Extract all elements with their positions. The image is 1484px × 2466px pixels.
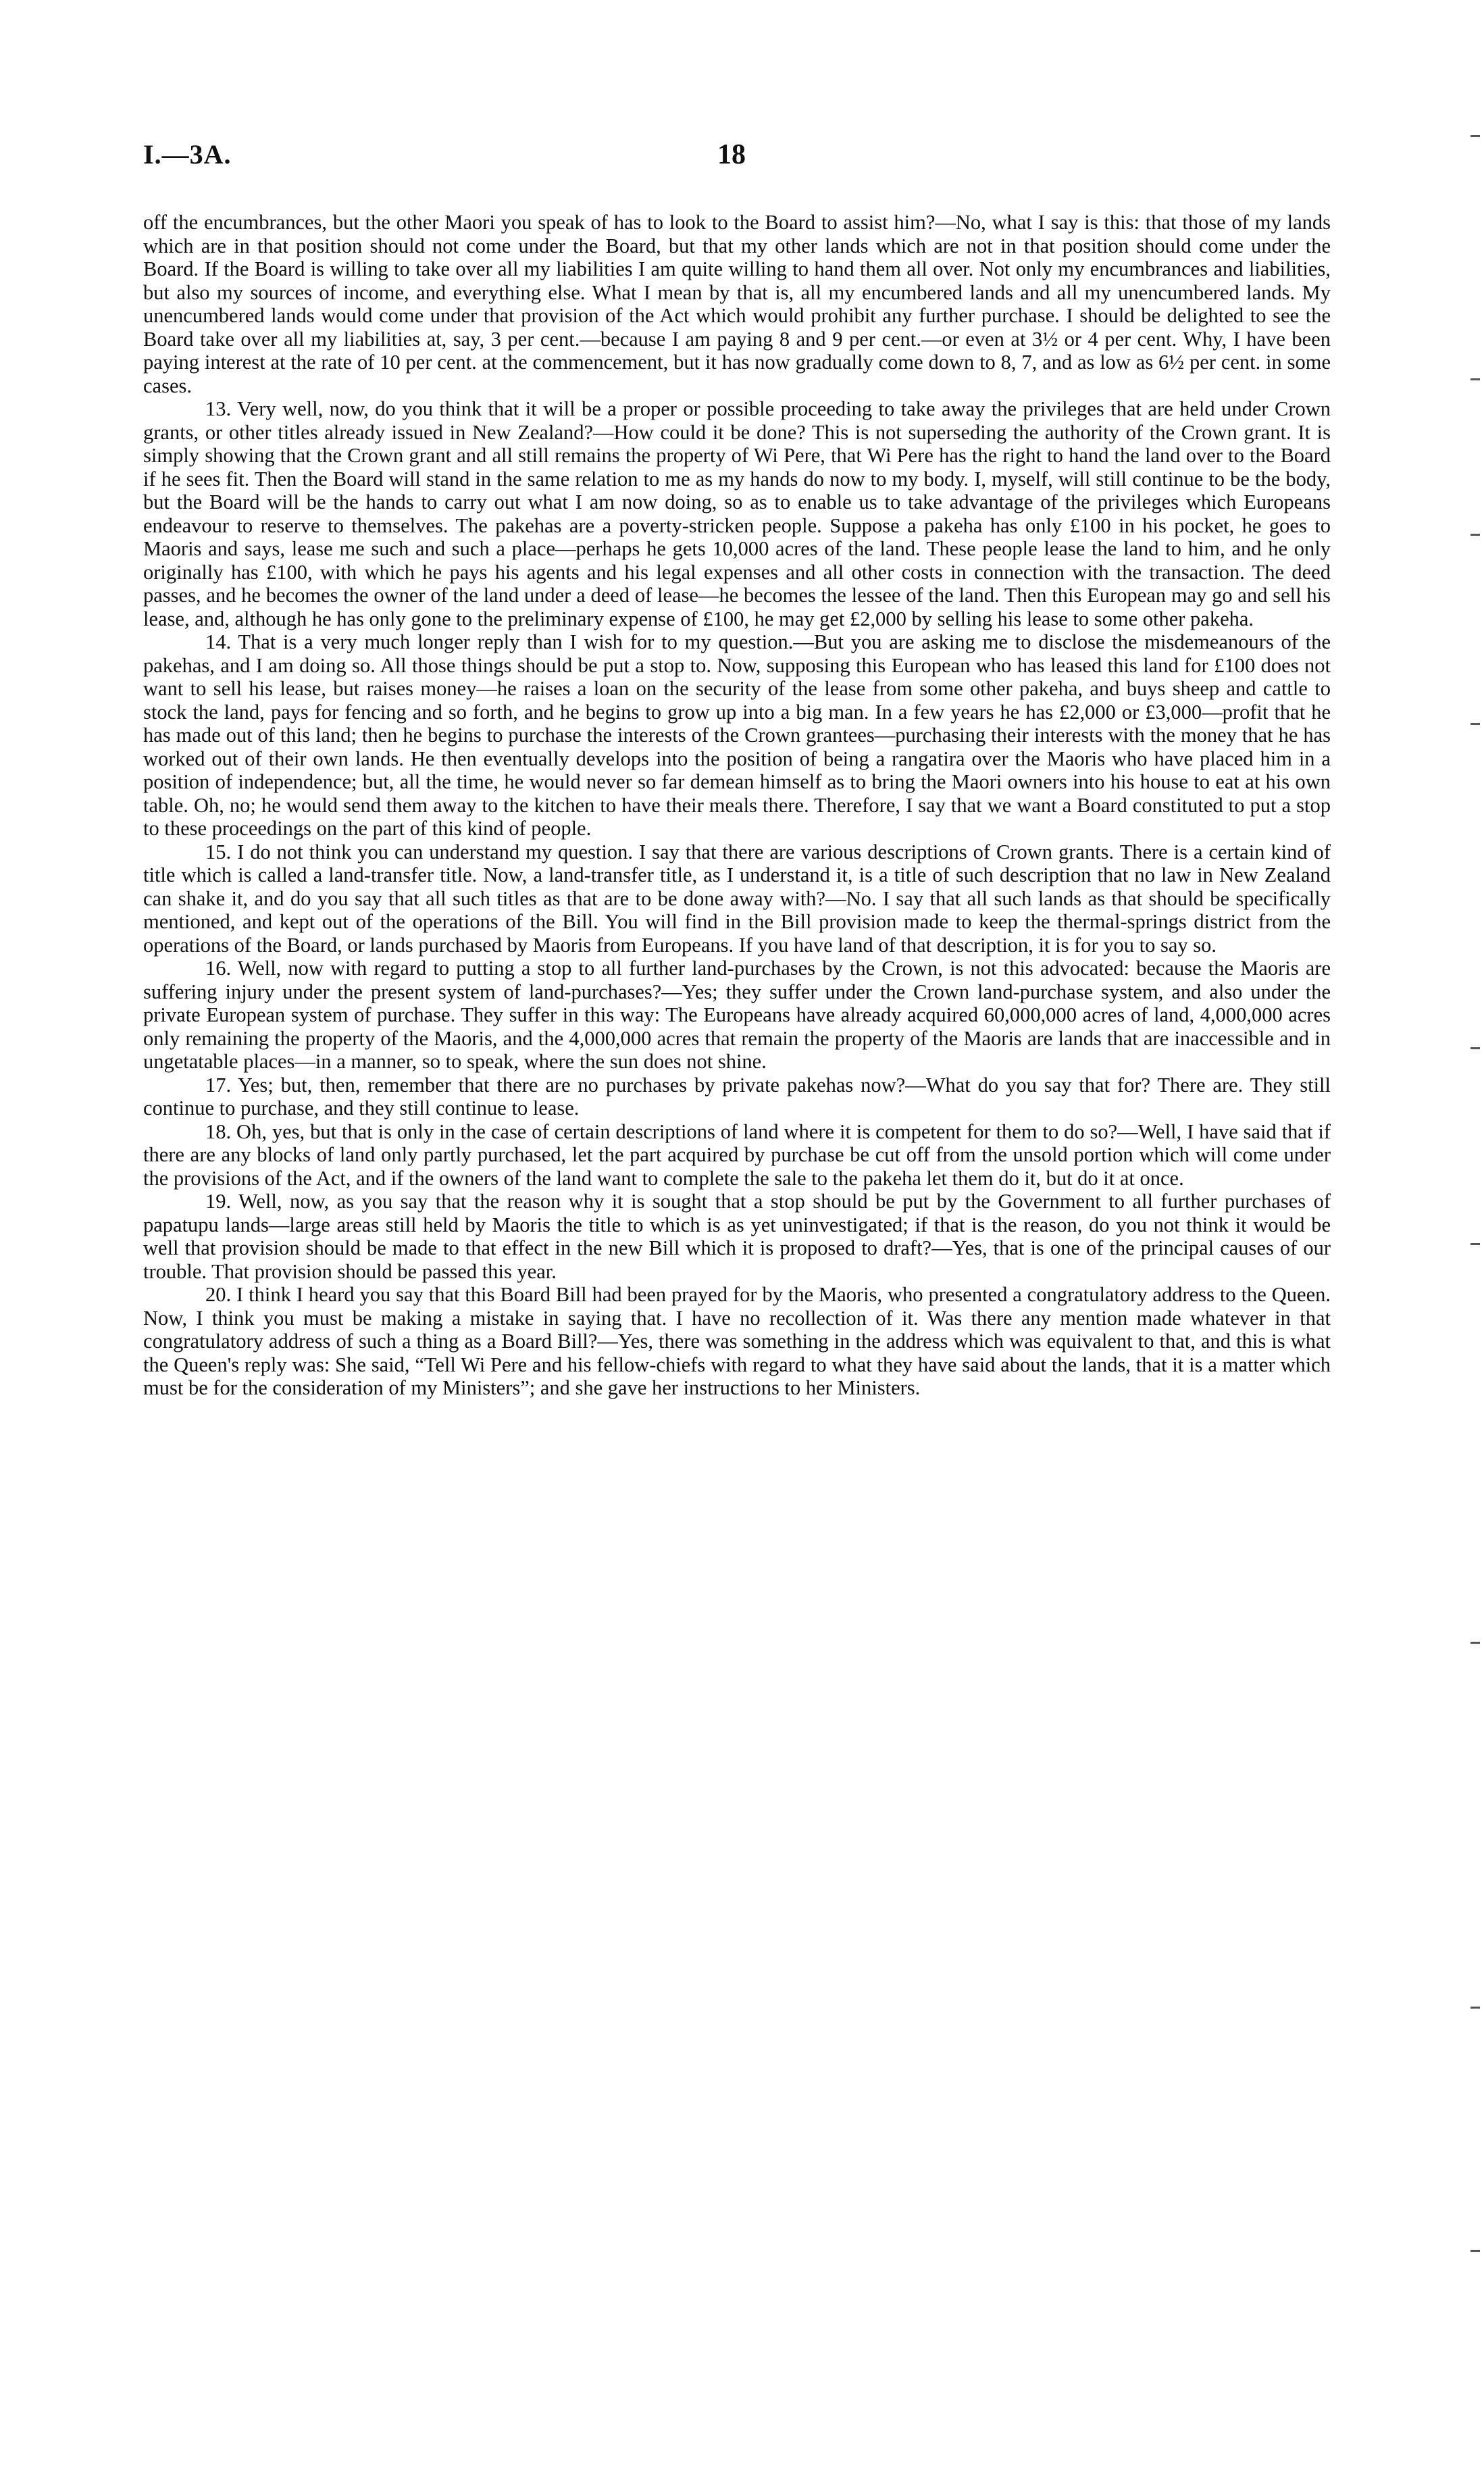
page-header xyxy=(143,139,1331,179)
page-number: 18 xyxy=(717,139,746,170)
paragraph-q15: 15. I do not think you can understand my question. I say that there are various descriptions of Crown grants. There is a certain kind of title which is called a land-transfer title. Now, a land-transfer title, as I understand it, is a title of such description that no law in New Zealand can shake it, and do you say that all such titles as that are to be done away with?—No. I say that all such lands as that should be specifically mentioned, and kept out of the operations of the Bill. You will find in the Bill provision made to keep the thermal-springs district from the operations of the Board, or lands purchased by Maoris from Europeans. If you have land of that description, it is for you to say so. xyxy=(143,840,1331,957)
paragraph-continuation: off the encumbrances, but the other Maori you speak of has to look to the Board to assist him?—No, what I say is this: that those of my lands which are in that position should not come under the Board, but that my other lands which are not in that position should come under the Board. If the Board is willing to take over all my liabilities I am quite willing to hand them all over. Not only my encumbrances and liabilities, but also my sources of income, and everything else. What I mean by that is, all my encumbered lands and all my unencumbered lands. My unencumbered lands would come under that provision of the Act which would prohibit any further purchase. I should be delighted to see the Board take over all my liabilities at, say, 3 per cent.—because I am paying 8 and 9 per cent.—or even at 3½ or 4 per cent. Why, I have been paying interest at the rate of 10 per cent. at the commencement, but it has now gradually come down to 8, 7, and as low as 6½ per cent. in some cases. xyxy=(143,211,1331,397)
paragraph-q17: 17. Yes; but, then, remember that there are no purchases by private pakehas now?—What do you say that for? There are. They still continue to purchase, and they still continue to lease. xyxy=(143,1073,1331,1119)
edge-mark xyxy=(1470,534,1480,536)
paragraph-q19: 19. Well, now, as you say that the reason why it is sought that a stop should be put by the Government to all further purchases of papatupu lands—large areas still held by Maoris the title to which is as yet uninvestigated; if that is the reason, do you not think it would be well that provision should be made to that effect in the new Bill which it is proposed to draft?—Yes, that is one of the principal causes of our trouble. That provision should be passed this year. xyxy=(143,1190,1331,1283)
paragraph-q16: 16. Well, now with regard to putting a stop to all further land-purchases by the Crown, is not this advocated: because the Maoris are suffering injury under the present system of land-purchases?—Yes; they suffer under the Crown land-purchase system, and also under the private European system of purchase. They suffer in this way: The Europeans have already acquired 60,000,000 acres of land, 4,000,000 acres only remaining the property of the Maoris, and the 4,000,000 acres that remain the property of the Maoris are lands that are inaccessible and in ungetatable places—in a manner, so to speak, where the sun does not shine. xyxy=(143,957,1331,1073)
edge-mark xyxy=(1470,723,1480,725)
edge-mark xyxy=(1470,2007,1480,2009)
paragraph-q13: 13. Very well, now, do you think that it will be a proper or possible proceeding to take away the privileges that are held under Crown grants, or other titles already issued in New Zealand?—How could it be done? This is not superseding the authority of the Crown grant. It is simply showing that the Crown grant and all still remains the property of Wi Pere, that Wi Pere has the right to hand the land over to the Board if he sees fit. Then the Board will stand in the same relation to me as my hands do now to my body. I, myself, will still continue to be the body, but the Board will be the hands to carry out what I am now doing, so as to enable us to take advantage of the privileges which Europeans endeavour to reserve to themselves. The pakehas are a poverty-stricken people. Suppose a pakeha has only £100 in his pocket, he goes to Maoris and says, lease me such and such a place—perhaps he gets 10,000 acres of the land. These people lease the land to him, and he only originally has £100, with which he pays his agents and his legal expenses and all other costs in connection with the transaction. The deed passes, and he becomes the owner of the land under a deed of lease—he becomes the lessee of the land. Then this European may go and sell his lease, and, although he has only gone to the preliminary expense of £100, he may get £2,000 by selling his lease to some other pakeha. xyxy=(143,397,1331,630)
edge-mark xyxy=(1470,1047,1480,1049)
paragraph-q18: 18. Oh, yes, but that is only in the case of certain descriptions of land where it is competent for them to do so?—Well, I have said that if there are any blocks of land only partly purchased, let the part acquired by purchase be cut off from the unsold portion which will come under the provisions of the Act, and if the owners of the land want to complete the sale to the pakeha let them do it, but do it at once. xyxy=(143,1119,1331,1190)
paragraph-q14: 14. That is a very much longer reply than I wish for to my question.—But you are asking me to disclose the misdemeanours of the pakehas, and I am doing so. All those things should be put a stop to. Now, supposing this European who has leased this land for £100 does not want to sell his lease, but raises money—he raises a loan on the security of the lease from some other pakeha, and buys sheep and cattle to stock the land, pays for fencing and so forth, and he begins to grow up into a big man. In a few years he has £2,000 or £3,000—profit that he has made out of this land; then he begins to purchase the interests of the Crown grantees—purchasing their interests with the money that he has worked out of their own lands. He then eventually develops into the position of being a rangatira over the Maoris who have placed him in a position of independence; but, all the time, he would never so far demean himself as to bring the Maori owners into his house to eat at his own table. Oh, no; he would send them away to the kitchen to have their meals there. Therefore, I say that we want a Board constituted to put a stop to these proceedings on the part of this kind of people. xyxy=(143,630,1331,840)
edge-mark xyxy=(1470,378,1480,380)
edge-mark xyxy=(1470,135,1480,137)
edge-mark xyxy=(1470,2250,1480,2252)
document-body xyxy=(143,211,1331,1400)
edge-mark xyxy=(1470,1642,1480,1644)
edge-mark xyxy=(1470,1243,1480,1245)
paragraph-q20: 20. I think I heard you say that this Board Bill had been prayed for by the Maoris, who presented a congratulatory address to the Queen. Now, I think you must be making a mistake in saying that. I have no recollection of it. Was there any mention made whatever in that congratulatory address of such a thing as a Board Bill?—Yes, there was something in the address which was equivalent to that, and this is what the Queen's reply was: She said, “Tell Wi Pere and his fellow-chiefs with regard to what they have said about the lands, that it is a matter which must be for the consideration of my Ministers”; and she gave her instructions to her Ministers. xyxy=(143,1283,1331,1399)
scan-edge-marks xyxy=(1464,0,1484,2466)
document-reference: I.—3A. xyxy=(143,139,232,170)
